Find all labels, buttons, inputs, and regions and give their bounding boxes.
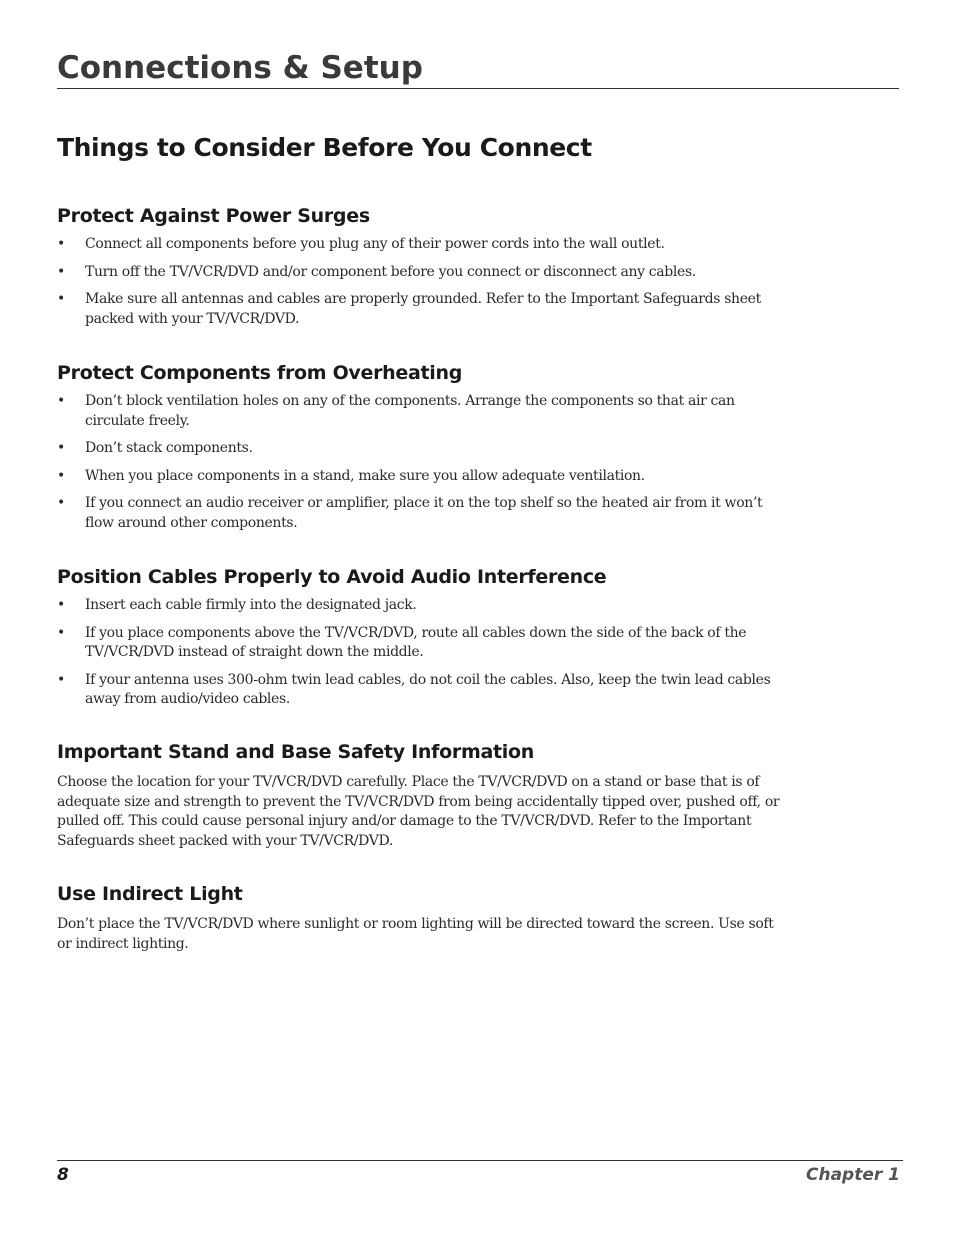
list-item (57, 235, 789, 255)
page-number: 8 (57, 1165, 69, 1185)
list-item-text: Make sure all antennas and cables are properly grounded. Refer to the Important Safeguards sheet packed with your TV/VCR/DVD. (85, 291, 761, 327)
bullet-list (57, 392, 789, 533)
bullet-list (57, 596, 789, 710)
list-item-text: Turn off the TV/VCR/DVD and/or component before you connect or disconnect any cables. (85, 263, 696, 280)
section-paragraph: Don’t place the TV/VCR/DVD where sunlight or room lighting will be directed toward the screen. Use soft or indirect lighting. (57, 916, 774, 952)
section-stand-safety (57, 739, 789, 851)
list-item-text: Connect all components before you plug any of their power cords into the wall outlet. (85, 236, 665, 252)
list-item-text: When you place components in a stand, make sure you allow adequate ventilation. (85, 467, 645, 484)
section-title: Position Cables Properly to Avoid Audio Interference (57, 566, 607, 588)
list-item (57, 624, 789, 663)
bullet-marker: • (57, 393, 65, 409)
bullet-marker: • (57, 440, 65, 456)
list-item (57, 494, 789, 533)
list-item-text: If you place components above the TV/VCR/DVD, route all cables down the side of the back of the TV/VCR/DVD instead of straight down the middle. (85, 624, 747, 660)
list-item (57, 596, 789, 616)
list-item-text: If your antenna uses 300-ohm twin lead cables, do not coil the cables. Also, keep the twin lead cables away from audio/video cables. (85, 671, 771, 707)
section-title: Protect Components from Overheating (57, 362, 463, 384)
header-divider (57, 88, 899, 89)
bullet-marker: • (57, 597, 65, 613)
footer-divider (57, 1160, 903, 1161)
list-item-text: Don’t block ventilation holes on any of the components. Arrange the components so that air can circulate freely. (85, 393, 735, 429)
list-item (57, 263, 789, 283)
bullet-marker: • (57, 671, 65, 688)
list-item-text: If you connect an audio receiver or amplifier, place it on the top shelf so the heated air from it won’t flow around other components. (85, 495, 763, 531)
bullet-marker: • (57, 291, 65, 307)
section-title: Use Indirect Light (57, 883, 243, 905)
page-title: Things to Consider Before You Connect (57, 133, 592, 162)
list-item (57, 671, 789, 710)
section-power-surges (57, 203, 789, 337)
section-paragraph: Choose the location for your TV/VCR/DVD carefully. Place the TV/VCR/DVD on a stand or base that is of adequate size and strength to prevent the TV/VCR/DVD from being accidentally tipped over, pushed off, or pulled off. This could cause personal injury and/or damage to the TV/VCR/DVD. Refer to the Important Safeguards sheet packed with your TV/VCR/DVD. (57, 774, 780, 849)
section-overheating (57, 360, 789, 541)
chapter-label: Chapter 1 (805, 1165, 900, 1185)
list-item-text: Don’t stack components. (85, 440, 253, 456)
section-indirect-light (57, 881, 789, 954)
list-item (57, 290, 789, 329)
chapter-header-title: Connections & Setup (57, 50, 423, 86)
bullet-marker: • (57, 263, 65, 280)
list-item-text: Insert each cable firmly into the designated jack. (85, 597, 417, 613)
section-title: Important Stand and Base Safety Information (57, 741, 534, 763)
bullet-marker: • (57, 495, 65, 511)
bullet-list (57, 235, 789, 329)
list-item (57, 392, 789, 431)
section-cable-interference (57, 564, 789, 718)
section-title: Protect Against Power Surges (57, 205, 370, 227)
bullet-marker: • (57, 624, 65, 641)
bullet-marker: • (57, 467, 65, 484)
list-item (57, 467, 789, 487)
bullet-marker: • (57, 236, 65, 252)
list-item (57, 439, 789, 459)
